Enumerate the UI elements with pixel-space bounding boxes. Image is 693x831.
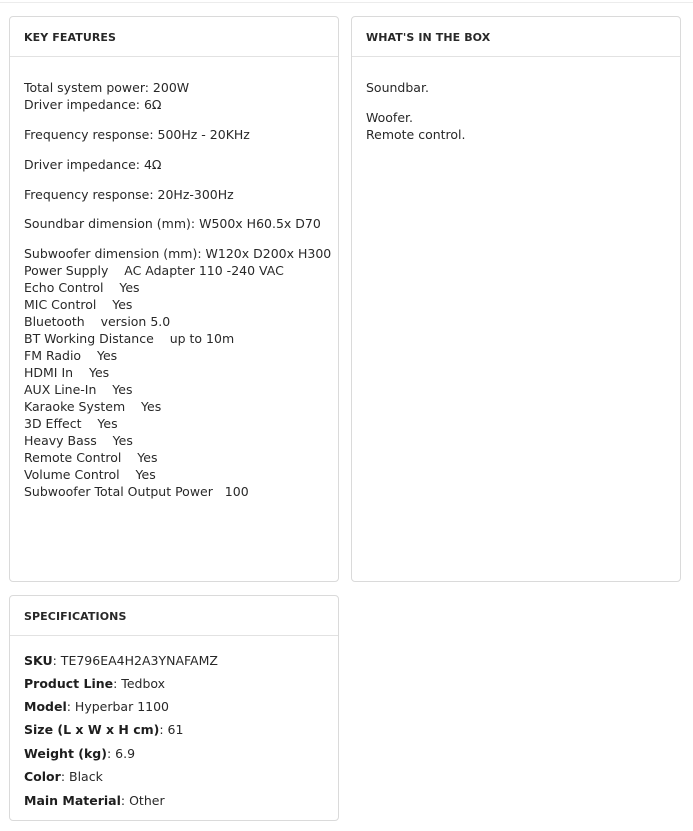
feature-line: BT Working Distance up to 10m [24, 331, 235, 346]
feature-line: Volume Control Yes [24, 467, 156, 482]
specifications-card [9, 595, 339, 821]
key-features-heading: KEY FEATURES [10, 17, 338, 57]
spec-label: SKU [24, 653, 53, 668]
feature-line: Soundbar dimension (mm): W500x H60.5x D70 [24, 216, 321, 231]
feature-line: Heavy Bass Yes [24, 433, 133, 448]
whats-in-the-box-card [351, 16, 681, 582]
feature-line: Karaoke System Yes [24, 399, 162, 414]
feature-line: Frequency response: 20Hz-300Hz [24, 187, 234, 202]
key-features-card [9, 16, 339, 582]
spec-row-sku [24, 652, 218, 669]
top-divider [0, 2, 693, 3]
spec-value: : 61 [159, 722, 184, 737]
feature-line: Frequency response: 500Hz - 20KHz [24, 127, 250, 142]
spec-value: : Black [60, 769, 103, 784]
feature-line: AUX Line-In Yes [24, 382, 133, 397]
spec-row-main-material [24, 792, 165, 809]
spec-label: Color [24, 769, 61, 784]
spec-value: : Tedbox [113, 676, 166, 691]
feature-line: Total system power: 200W [24, 80, 190, 95]
box-item: Soundbar. [366, 80, 429, 95]
feature-line: Driver impedance: 6Ω [24, 97, 162, 112]
feature-line: Driver impedance: 4Ω [24, 157, 162, 172]
spec-label: Size (L x W x H cm) [24, 722, 160, 737]
feature-line: Power Supply AC Adapter 110 -240 VAC [24, 263, 284, 278]
spec-row-model [24, 698, 169, 715]
spec-row-size [24, 721, 183, 738]
box-item: Remote control. [366, 127, 466, 142]
spec-label: Model [24, 699, 67, 714]
feature-line: Bluetooth version 5.0 [24, 314, 171, 329]
spec-label: Weight (kg) [24, 746, 107, 761]
spec-row-weight [24, 745, 135, 762]
spec-value: : 6.9 [106, 746, 136, 761]
feature-line: HDMI In Yes [24, 365, 110, 380]
feature-line: 3D Effect Yes [24, 416, 118, 431]
spec-row-product-line [24, 675, 165, 692]
spec-label: Main Material [24, 793, 121, 808]
whats-in-the-box-heading: WHAT'S IN THE BOX [352, 17, 680, 57]
feature-line: MIC Control Yes [24, 297, 133, 312]
spec-value: : Other [120, 793, 165, 808]
spec-value: : Hyperbar 1100 [66, 699, 170, 714]
feature-line: Subwoofer Total Output Power 100 [24, 484, 249, 499]
feature-line: FM Radio Yes [24, 348, 118, 363]
spec-value: : TE796EA4H2A3YNAFAMZ [52, 653, 218, 668]
specifications-heading: SPECIFICATIONS [10, 596, 338, 636]
spec-row-color [24, 768, 103, 785]
feature-line: Remote Control Yes [24, 450, 158, 465]
box-item: Woofer. [366, 110, 413, 125]
feature-line: Subwoofer dimension (mm): W120x D200x H300 [24, 246, 332, 261]
spec-label: Product Line [24, 676, 114, 691]
feature-line: Echo Control Yes [24, 280, 140, 295]
